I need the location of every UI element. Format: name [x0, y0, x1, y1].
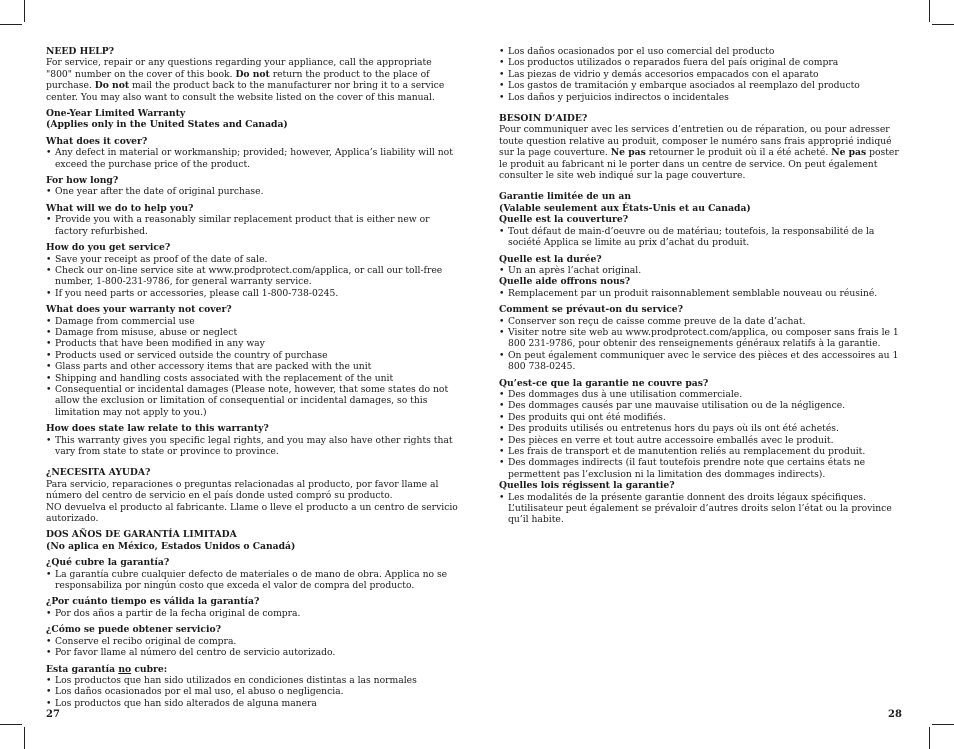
lois-list: [499, 492, 909, 526]
necesita-text-1: Para servicio, reparaciones o preguntas relacionadas al producto, por favor llame al número del centro de servicio en el país donde usted compró su producto.: [46, 478, 439, 502]
list-item: • Damage from commercial use: [46, 316, 458, 327]
list-item: • Visiter notre site web au www.prodprotect.com/applica, ou composer sans frais le 1 800 231-9786, pour obtenir des renseignements généraux relatifs à la garantie.: [499, 327, 909, 350]
list-item: • Conserve el recibo original de compra.: [46, 636, 458, 647]
cubre-heading: ¿Qué cubre la garantía?: [46, 557, 170, 569]
crop-mark: [929, 0, 930, 22]
servicio-list: [46, 636, 458, 659]
list-item: • Any defect in material or workmanship; provided; however, Applica’s liability will not exceed the purchase price of the product.: [46, 147, 458, 170]
crop-mark: [929, 727, 930, 749]
help-heading: What will we do to help you?: [46, 202, 194, 214]
right-page-column: [499, 46, 909, 526]
list-item: • Los daños y perjuicios indirectos o incidentales: [499, 92, 909, 103]
list-item: • Des produits qui ont été modifiés.: [499, 412, 909, 423]
list-item: • Des dommages indirects (il faut toutefois prendre note que certains états ne permettent pas l’exclusion ni la limitation des dommages indirects).: [499, 457, 909, 480]
garantia-subtitle: (No aplica en México, Estados Unidos o Canadá): [46, 540, 296, 552]
necesita-heading: ¿NECESITA AYUDA?: [46, 467, 151, 479]
list-item: • Tout défaut de main-d’oeuvre ou de matériau; toutefois, la responsabilité de la société Applica se limite au prix d’achat du produit.: [499, 226, 909, 249]
fr-service-list: [499, 316, 909, 373]
no-cubre-list: [46, 675, 458, 709]
need-help-heading: NEED HELP?: [46, 46, 115, 57]
covered-heading: What does it cover?: [46, 135, 148, 147]
list-item: • One year after the date of original purchase.: [46, 186, 458, 197]
list-item: • Glass parts and other accessory items that are packed with the unit: [46, 361, 458, 372]
list-item: • Des produits utilisés ou entretenus hors du pays où ils ont été achetés.: [499, 423, 909, 434]
state-law-list: [46, 435, 458, 458]
crop-mark: [932, 24, 954, 25]
aide-list: [499, 288, 909, 299]
list-item: • Los productos que han sido utilizados en condiciones distintas a las normales: [46, 675, 458, 686]
list-item: • Products used or serviced outside the country of purchase: [46, 350, 458, 361]
list-item: • Les frais de transport et de manutention reliés au remplacement du produit.: [499, 446, 909, 457]
duree-heading: Quelle est la durée?: [499, 253, 602, 265]
necesita-text-2: NO devuelva el producto al fabricante. Llame o lleve el producto a un centro de servicio autorizado.: [46, 501, 458, 525]
service-heading: How do you get service?: [46, 242, 171, 254]
list-item: • Consequential or incidental damages (Please note, however, that some states do not allow the exclusion or limitation of consequential or incidental damages, so this limitation may not apply to you.): [46, 384, 458, 418]
list-item: • If you need parts or accessories, please call 1-800-738-0245.: [46, 288, 458, 299]
need-help-text: For service, repair or any questions regarding your appliance, call the appropriate "800" number on the cover of this book. Do not return the product to the place of purchase. Do not mail the product back to the manufacturer nor bring it to a service center. You may also want to consult the website listed on the cover of this manual.: [46, 57, 445, 103]
list-item: • Save your receipt as proof of the date of sale.: [46, 254, 458, 265]
list-item: • Los daños ocasionados por el mal uso, el abuso o negligencia.: [46, 686, 458, 697]
list-item: • Les modalités de la présente garantie donnent des droits légaux spécifiques. L’utilisateur peut également se prévaloir d’autres droits selon l’état ou la province qu’il habite.: [499, 492, 909, 526]
crop-mark: [24, 0, 25, 22]
list-item: • Conserver son reçu de caisse comme preuve de la date d’achat.: [499, 316, 909, 327]
page-number-left: 27: [46, 709, 60, 720]
lois-heading: Quelles lois régissent la garantie?: [499, 480, 675, 492]
not-cover-heading: What does your warranty not cover?: [46, 304, 232, 316]
list-item: • Los productos utilizados o reparados fuera del país original de compra: [499, 57, 909, 68]
fr-not-cover-list: [499, 389, 909, 480]
list-item: • Des dommages dus à une utilisation commerciale.: [499, 389, 909, 400]
no-cubre-heading: Esta garantía no cubre:: [46, 663, 168, 675]
cubre-list: [46, 569, 458, 592]
crop-mark: [0, 724, 22, 725]
help-list: [46, 214, 458, 237]
warranty-subtitle: (Applies only in the United States and Canada): [46, 119, 288, 131]
spanish-continued-list: [499, 46, 909, 103]
list-item: • Las piezas de vidrio y demás accesorios empacados con el aparato: [499, 69, 909, 80]
crop-mark: [932, 724, 954, 725]
list-item: • Los gastos de tramitación y embarque asociados al reemplazo del producto: [499, 80, 909, 91]
list-item: • Des pièces en verre et tout autre accessoire emballés avec le produit.: [499, 435, 909, 446]
list-item: • On peut également communiquer avec le service des pièces et des accessoires au 1 800 738-0245.: [499, 350, 909, 373]
besoin-heading: BESOIN D’AIDE?: [499, 113, 588, 125]
fr-service-heading: Comment se prévaut-on du service?: [499, 304, 684, 316]
list-item: • Des dommages causés par une mauvaise utilisation ou de la négligence.: [499, 400, 909, 411]
list-item: • Check our on-line service site at www.prodprotect.com/applica, or call our toll-free number, 1-800-231-9786, for general warranty service.: [46, 265, 458, 288]
list-item: • Shipping and handling costs associated with the replacement of the unit: [46, 373, 458, 384]
tiempo-heading: ¿Por cuánto tiempo es válida la garantía?: [46, 596, 260, 608]
list-item: • Provide you with a reasonably similar replacement product that is either new or factory refurbished.: [46, 214, 458, 237]
duree-list: [499, 265, 909, 276]
crop-mark: [0, 24, 22, 25]
garantie-title: Garantie limitée de un an: [499, 191, 632, 203]
list-item: • Los productos que han sido alterados de alguna manera: [46, 698, 458, 709]
list-item: • Por dos años a partir de la fecha original de compra.: [46, 608, 458, 619]
list-item: • Un an après l’achat original.: [499, 265, 909, 276]
list-item: • This warranty gives you specific legal rights, and you may also have other rights that vary from state to state or province to province.: [46, 435, 458, 458]
covered-list: [46, 147, 458, 170]
garantie-subtitle: (Valable seulement aux États-Unis et au Canada): [499, 202, 751, 214]
service-list: [46, 254, 458, 300]
couverture-list: [499, 226, 909, 249]
tiempo-list: [46, 608, 458, 619]
warranty-title: One-Year Limited Warranty: [46, 108, 186, 120]
list-item: • La garantía cubre cualquier defecto de materiales o de mano de obra. Applica no se responsabiliza por ningún costo que exceda el valor de compra del producto.: [46, 569, 458, 592]
list-item: • Products that have been modified in any way: [46, 338, 458, 349]
besoin-text: Pour communiquer avec les services d’entretien ou de réparation, ou pour adresser toute question relative au produit, composer le numéro sans frais approprié indiqué sur la page couverture. Ne pas retourner le produit où il a été acheté. Ne pas poster le produit au fabricant ni le porter dans un centre de service. On peut également consulter le site web indiqué sur la page couverture.: [499, 124, 899, 182]
list-item: • Damage from misuse, abuse or neglect: [46, 327, 458, 338]
crop-mark: [24, 727, 25, 749]
left-page-column: [46, 46, 458, 709]
list-item: • Los daños ocasionados por el uso comercial del producto: [499, 46, 909, 57]
aide-heading: Quelle aide offrons nous?: [499, 276, 631, 288]
how-long-list: [46, 186, 458, 197]
garantia-title: DOS AÑOS DE GARANTÍA LIMITADA: [46, 529, 237, 541]
page-number-right: 28: [888, 709, 902, 720]
state-law-heading: How does state law relate to this warranty?: [46, 423, 269, 435]
couverture-heading: Quelle est la couverture?: [499, 214, 629, 226]
list-item: • Por favor llame al número del centro de servicio autorizado.: [46, 647, 458, 658]
how-long-heading: For how long?: [46, 175, 119, 187]
list-item: • Remplacement par un produit raisonnablement semblable nouveau ou réusiné.: [499, 288, 909, 299]
fr-not-cover-heading: Qu’est-ce que la garantie ne couvre pas?: [499, 377, 709, 389]
not-cover-list: [46, 316, 458, 419]
servicio-heading: ¿Cómo se puede obtener servicio?: [46, 624, 221, 636]
